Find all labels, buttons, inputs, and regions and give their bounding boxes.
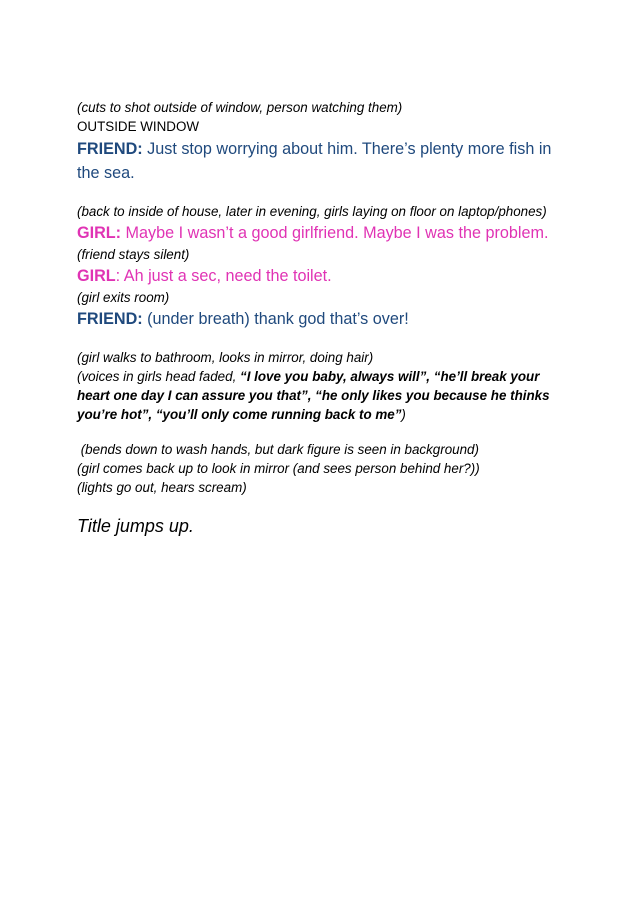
voices-intro: (voices in girls head faded,: [77, 369, 241, 384]
spacer: [77, 497, 587, 514]
spacer: [77, 424, 587, 440]
stage-direction: (girl exits room): [77, 290, 170, 305]
voices-close: ): [401, 407, 406, 422]
dialogue-text: : Ah just a sec, need the toilet.: [115, 267, 332, 285]
dialogue-girl: [77, 221, 587, 245]
voices-quotes-1: “I love you baby, always will”, “he’ll break your: [240, 369, 540, 384]
stage-direction: (back to inside of house, later in evening, girls laying on floor on laptop/phones): [77, 204, 547, 219]
stage-direction-voices: [77, 367, 587, 386]
stage-direction: (girl walks to bathroom, looks in mirror, doing hair): [77, 350, 374, 365]
dialogue-text: (under breath) thank god that’s over!: [142, 310, 409, 328]
dialogue-friend: [77, 137, 587, 161]
dialogue-girl: [77, 264, 587, 288]
stage-direction: (bends down to wash hands, but dark figure is seen in background): [77, 442, 479, 457]
stage-direction: (friend stays silent): [77, 247, 190, 262]
dialogue-text: Just stop worrying about him. There’s plenty more fish in: [142, 140, 552, 158]
stage-direction-voices: [77, 405, 587, 424]
speaker-friend: FRIEND:: [77, 310, 143, 328]
dialogue-friend: [77, 307, 587, 331]
speaker-girl: GIRL:: [77, 224, 122, 242]
script-page: [77, 98, 587, 538]
title-line: Title jumps up.: [77, 516, 194, 536]
stage-direction-voices: [77, 386, 587, 405]
dialogue-friend-continued: the sea.: [77, 164, 135, 182]
stage-direction: (girl comes back up to look in mirror (and sees person behind her?)): [77, 461, 480, 476]
stage-direction: (lights go out, hears scream): [77, 480, 247, 495]
voices-quotes-3: you’re hot”, “you’ll only come running back to me”: [77, 407, 402, 422]
stage-direction: (cuts to shot outside of window, person watching them): [77, 100, 403, 115]
speaker-girl: GIRL: [77, 267, 116, 285]
spacer: [77, 331, 587, 348]
spacer: [77, 185, 587, 202]
dialogue-text: Maybe I wasn’t a good girlfriend. Maybe I was the problem.: [121, 224, 549, 242]
scene-heading: OUTSIDE WINDOW: [77, 119, 199, 134]
voices-quotes-2: heart one day I can assure you that”, “he only likes you because he thinks: [77, 388, 550, 403]
speaker-friend: FRIEND:: [77, 140, 143, 158]
